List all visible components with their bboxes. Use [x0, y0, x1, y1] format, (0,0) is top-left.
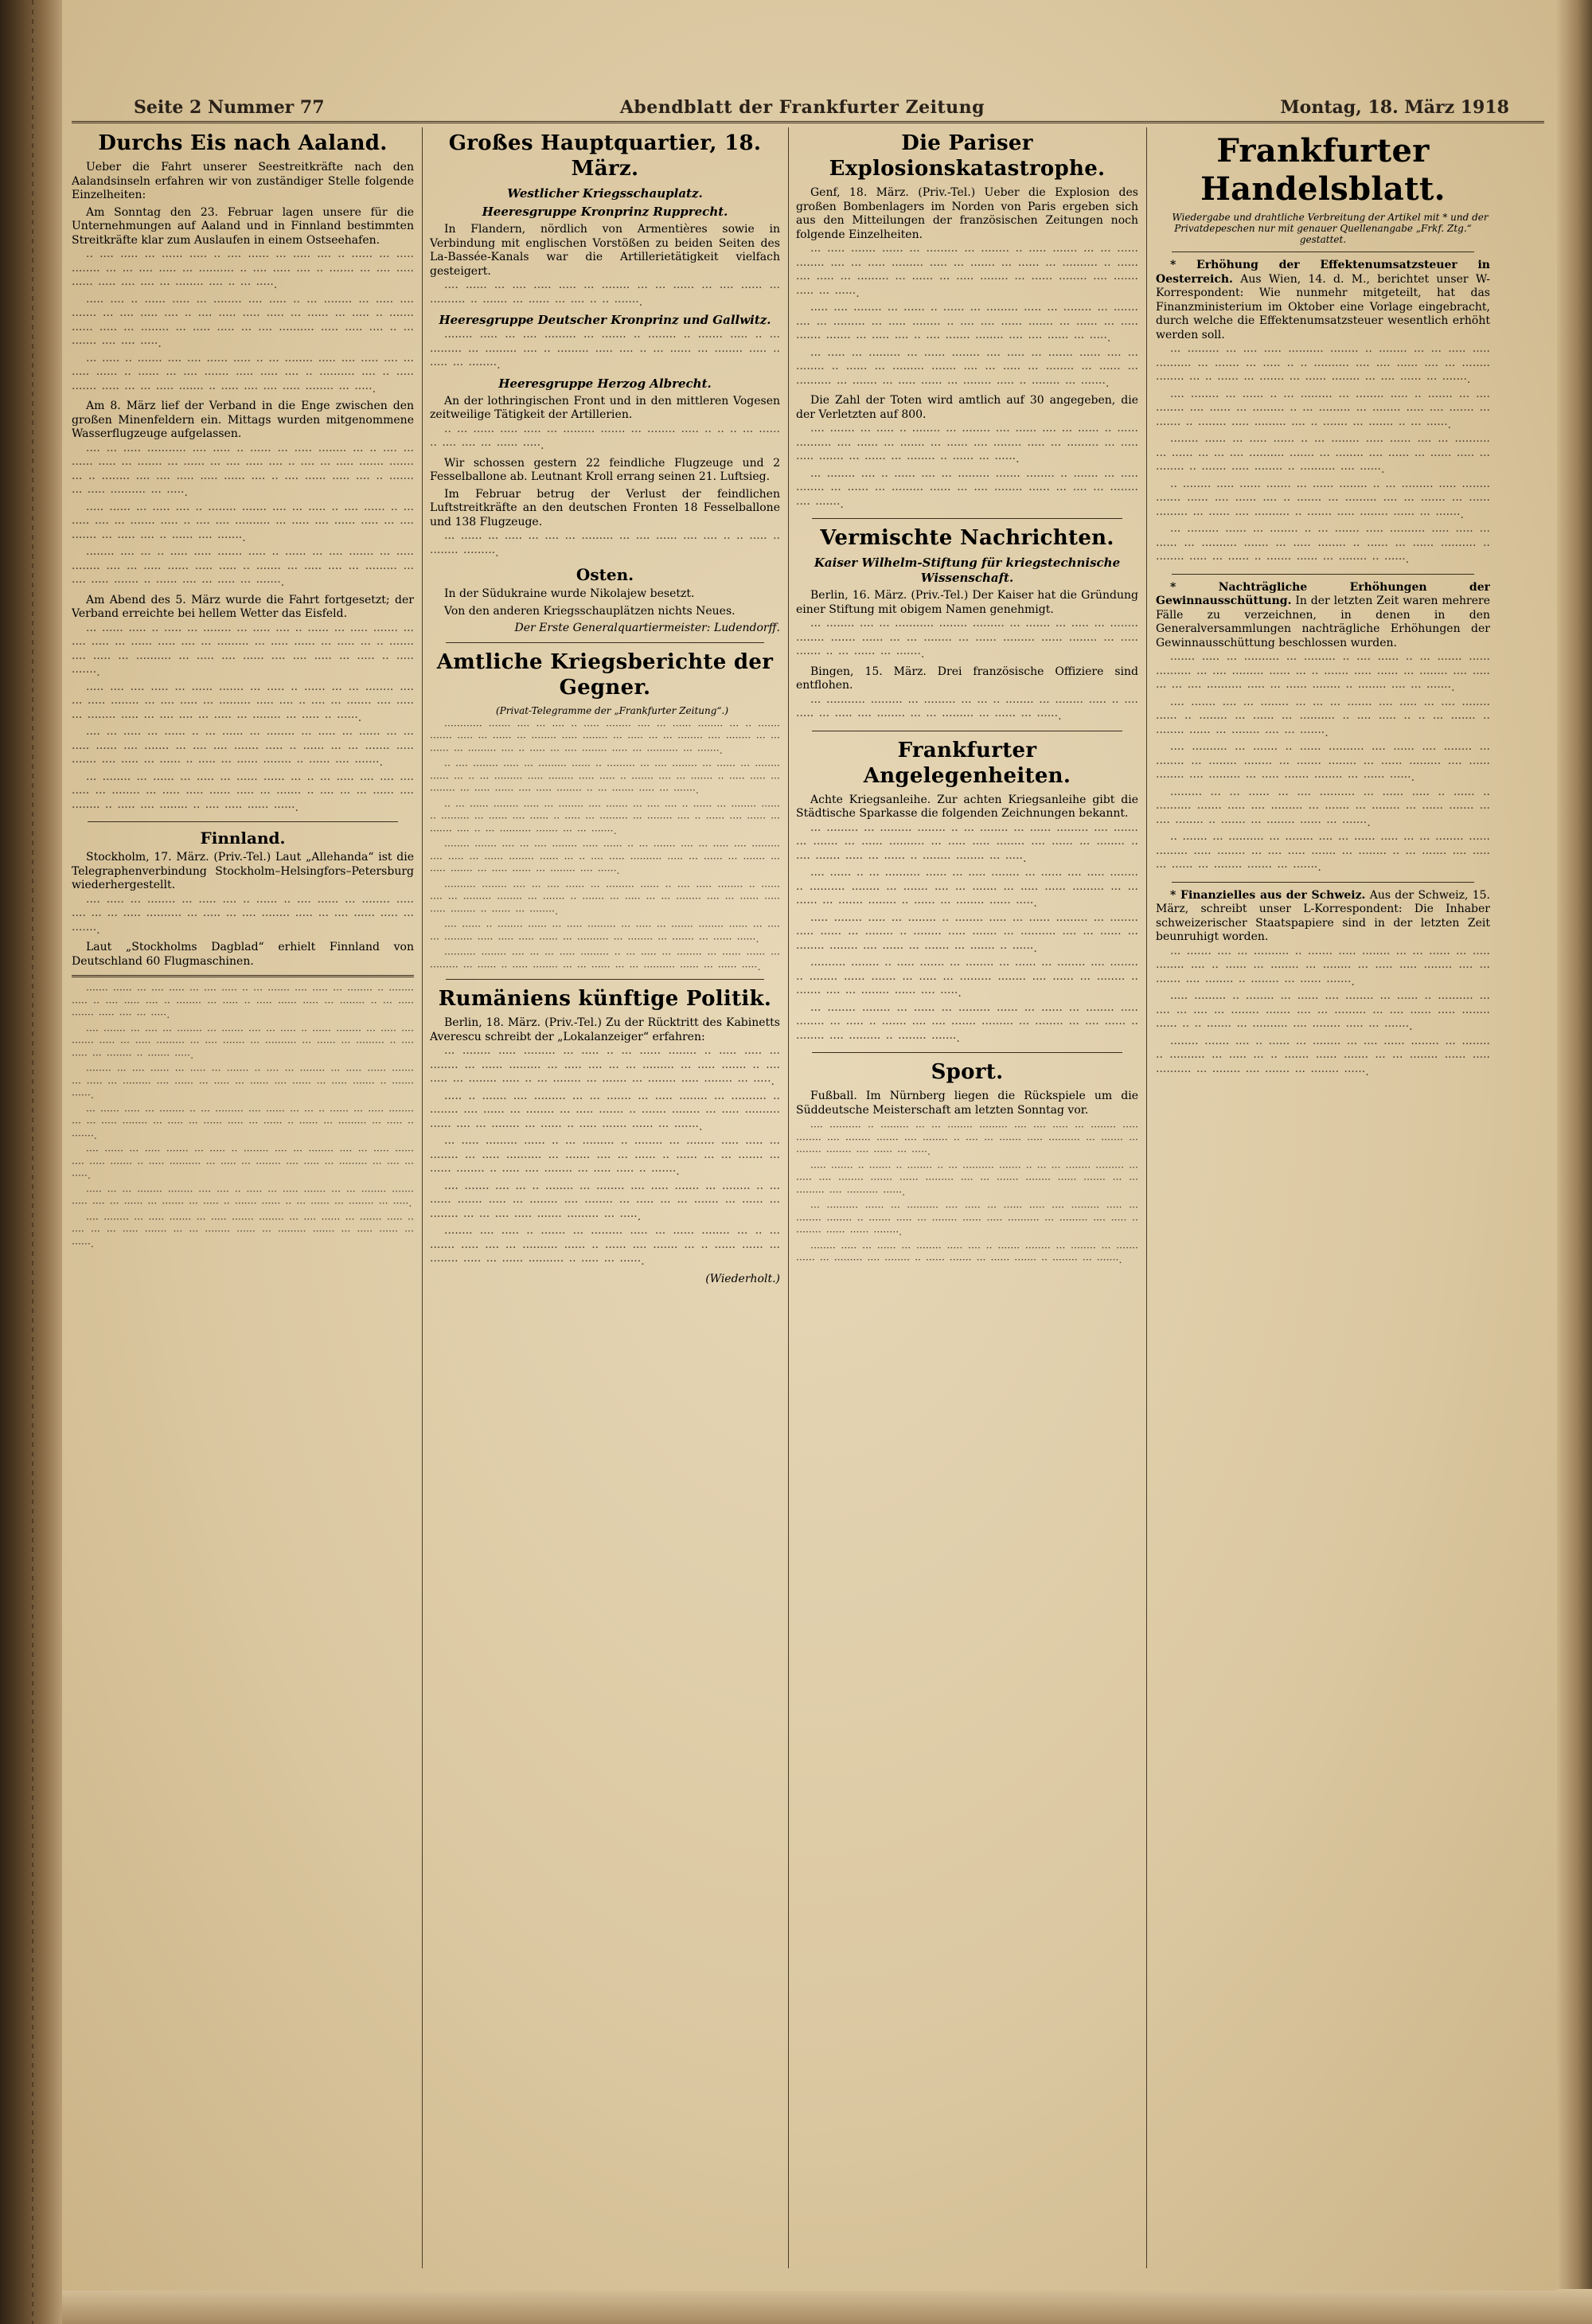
article-separator: [1172, 574, 1474, 575]
column-rule: [422, 127, 423, 2268]
article-headline: Die Pariser Explosionskatastrophe.: [829, 131, 1106, 181]
article-paragraph: In Flandern, nördlich von Armentières sowie in Verbindung mit englischen Vorstößen zu beiden Seiten des La-Bassée-Kanals war die Artillerietätigkeit vielfach gesteigert.: [430, 223, 780, 278]
article-paragraph: Am Abend des 5. März wurde die Fahrt fortgesetzt; der Verband erreichte bei hellem Wetter das Eisfeld.: [72, 593, 414, 620]
article-headline: Finnland.: [200, 829, 286, 848]
article-separator: [88, 821, 398, 822]
article-paragraph: Wir schossen gestern 22 feindliche Flugzeuge und 2 Fesselballone ab. Leutnant Kroll errang seinen 21. Luftsieg.: [430, 456, 780, 483]
body-text-illegible: ··· ······· ···· ··· ·········· ·· ······· ····· ········ ··· ··· ······ ··· ····· ········ ···· ·· ······ ··· ········ ··· ········ ··· ····· ····· ········ ···· ··· ······· ···· ········ ·· ········ ··· ······ ·······. ····· ········· ·· ········ ··· ······ ···· ········ ··· ······ ·· ·········· ··· ···· ··· ···· ··· ········ ······· ···· ··· ········· ··· ···· ······ ····· ········ ······ ·· ·· ······· ··· ·········· ···· ········ ····· ··· ·······. ········ ······· ···· ·· ······ ··· ········ ··· ···· ······ ········ ··· ········ ·· ·········· ··· ····· ··· ·· ······· ······ ······· ··· ··· ········ ······ ····· ·········· ··· ········ ···· ······· ··· ········ ······.: [1156, 947, 1490, 1078]
article-paragraph: An der lothringischen Front und in den mittleren Vogesen zeitweilige Tätigkeit der Artillerien.: [430, 394, 780, 421]
body-text-illegible: ········ ····· ··· ···· ········· ··· ······· ·· ········ ·· ······· ····· ·· ··· ········· ··· ········· ···· ·· ········· ····· ···· ·· ··· ······ ··· ········ ····· ·· ····· ··· ········.: [430, 331, 780, 372]
article-tag: * Nachträgliche Erhöhungen der Gewinnausschüttung.: [1156, 580, 1490, 607]
article-paragraph: Am Sonntag den 23. Februar lagen unsere für die Unternehmungen auf Aaland und in Finnland bestimmten Streitkräfte klar zum Auslaufen in einem Ostseehafen.: [72, 205, 414, 247]
column-2: [430, 127, 780, 2268]
article-headline: Rumäniens künftige Politik.: [438, 987, 772, 1011]
feuilleton-text-illegible: ······· ······ ··· ···· ····· ··· ···· ····· ·· ··· ······· ···· ····· ··· ········ ·· ········ ····· ·· ···· ····· ···· ·· ········ ··· ····· ·· ····· ······ ····· ··· ········ ·· ··· ····· ······· ····· ···· ··· ·····. ···· ······· ··· ···· ··· ········ ··· ······· ···· ··· ····· ·· ······ ········ ··· ····· ···· ······· ····· ··· ····· ········· ··· ···· ······· ··· ·········· ··· ······ ··· ········· ·· ···· ····· ··· ········ ·· ······· ·····. ········ ··· ···· ······ ··· ····· ··· ······· ·· ···· ··· ········ ··· ····· ······ ······· ··· ····· ··· ········· ···· ······ ··· ····· ··· ······ ···· ······ ··· ····· ······· ·· ······· ······. ··· ······ ····· ··· ········ ·· ··· ········· ···· ······ ··· ··· ·· ······ ··· ····· ········ ··· ··· ····· ········ ··· ····· ··· ······ ····· ··· ······ ·· ······ ··· ········· ··· ····· ·· ·······. ···· ······ ··· ····· ······· ··· ····· ·· ········ ···· ··· ········ ···· ··· ····· ······ ···· ····· ······· ·· ····· ·········· ··· ····· ··· ········ ···· ····· ··· ········· ··· ···· ··· ·····. ····· ··· ··· ········ ········ ···· ···· ·· ····· ··· ····· ······· ··· ··· ········ ······· ····· ···· ··· ······ ··· ······· ··· ····· ·· ······· ······ ·· ··· ······ ··· ········ ··· ·····. ···· ········ ··· ····· ······· ··· ····· ······· ········ ··· ···· ······ ··· ······· ····· ·· ···· ··· ··· ····· ······· ··· ··· ········ ······ ··· ········· ······· ··· ····· ······ ··· ······.: [72, 984, 414, 1250]
article-subheading: Heeresgruppe Deutscher Kronprinz und Gallwitz.: [439, 313, 771, 327]
article-paragraph: Fußball. Im Nürnberg liegen die Rückspiele um die Süddeutsche Meisterschaft am letzten Sonntag vor.: [796, 1090, 1138, 1117]
body-text-illegible: ··· ······ ····· ·· ····· ··· ········ ··· ····· ···· ·· ······ ··· ····· ······· ··· ···· ····· ··· ······ ····· ···· ··· ········· ··· ····· ······ ··· ····· ··· ·· ······· ···· ····· ··· ·········· ··· ····· ···· ······ ···· ···· ····· ··· ····· ·· ····· ·······. ····· ···· ···· ····· ··· ······ ······· ··· ····· ·· ······ ··· ··· ········ ···· ··· ····· ········ ··· ···· ····· ··· ········· ····· ···· ·· ···· ··· ······· ···· ····· ··· ········ ····· ··· ···· ···· ··· ····· ··· ········ ··· ····· ·· ······. ···· ··· ····· ··· ······ ·· ··· ······ ··· ········ ··· ····· ··· ······ ··· ··· ····· ······ ···· ······· ··· ···· ···· ······· ····· ·· ······ ··· ··· ······· ····· ······· ···· ····· ··· ······ ·· ····· ··· ······ ········ ·· ······ ···· ·······. ··· ········ ··· ······ ··· ····· ··· ······ ······ ··· ·· ··· ····· ···· ···· ···· ····· ··· ········ ··· ····· ····· ······ ····· ··· ······· ·· ···· ··· ··· ······ ···· ········ ·· ····· ···· ········ ·· ···· ····· ······ ······.: [72, 624, 414, 814]
body-text-illegible: ··· ······ ··· ····· ··· ···· ··· ········· ··· ···· ······ ···· ···· ·· ·· ····· ·· ········ ·········.: [430, 532, 780, 560]
article-lead: Ueber die Fahrt unserer Seestreitkräfte nach den Aalandsinseln erfahren wir von zuständiger Stelle folgende Einzelheiten:: [72, 161, 414, 201]
page-edge-right: [1557, 0, 1592, 2324]
body-text-illegible: ···· ·········· ·· ········· ··· ··· ········ ········· ···· ···· ····· ··· ········ ····· ········ ···· ········ ······· ···· ········ ·· ···· ··· ······· ····· ·········· ··· ······· ··· ········ ········ ···· ······ ··· ·····. ····· ······· ·· ······· ·· ········ ·· ··· ·········· ······· ·· ··· ··· ········ ········· ··· ····· ···· ········ ······· ······ ········· ···· ··· ······· ········ ······ ······· ··· ··· ········· ···· ·········· ······. ··· ·········· ······ ··· ·········· ···· ····· ··· ······ ····· ···· ········· ····· ··· ········ ········ ·· ······· ····· ··· ········ ······ ····· ·········· ··· ········· ···· ····· ·· ········ ······ ······ ········. ········ ····· ··· ······ ··· ········ ····· ···· ·· ······· ········ ··· ········ ··· ······· ······ ··· ········· ···· ········ ·· ······ ······· ··· ······ ······· ·· ········ ··· ·······.: [796, 1121, 1138, 1265]
book-binding: [0, 0, 62, 2324]
article-paragraph: Stockholm, 17. März. (Priv.-Tel.) Laut „Allehanda“ ist die Telegraphenverbindung Stockholm–Helsingfors–Petersburg wiederhergestellt.: [72, 851, 414, 891]
body-text-illegible: ···· ····· ··· ········ ··· ····· ···· ·· ······ ·· ···· ······ ··· ········ ····· ···· ··· ··· ····· ·········· ··· ····· ··· ···· ········ ····· ··· ···· ······ ····· ··· ·······.: [72, 895, 414, 937]
article-paragraph: Die Zahl der Toten wird amtlich auf 30 angegeben, die der Verletzten auf 800.: [796, 394, 1138, 421]
article-headline: Amtliche Kriegsberichte der Gegner.: [436, 649, 774, 700]
article-paragraph: Berlin, 18. März. (Priv.-Tel.) Zu der Rücktritt des Kabinetts Averescu schreibt der „Lokalanzeiger“ erfahren:: [430, 1016, 780, 1043]
body-text-illegible: ·· ··· ······ ····· ····· ··· ········· ······· ··· ········ ····· ·· ·· ·· ··· ······ ·· ···· ···· ··· ······ ·····.: [430, 425, 780, 452]
column-3: [796, 127, 1138, 2268]
article-paragraph: Bingen, 15. März. Drei französische Offiziere sind entflohen.: [796, 665, 1138, 692]
body-text-illegible: ··· ········· ··· ········· ········ ·· ··· ········ ··· ······ ········· ···· ······· ··· ······· ··· ······ ·········· ··· ····· ····· ········ ···· ······ ··· ········ ·· ···· ······· ····· ··· ······ ·· ········ ········ ··· ·····. ···· ······ ·· ··· ·········· ······ ··· ····· ········ ··· ······ ···· ····· ········ ·· ·········· ········ ··· ······· ···· ··· ······· ··· ····· ······ ········· ··· ··· ······ ··· ······· ········ ·· ······ ··· ········ ······ ·····. ····· ········ ····· ··· ········ ·· ········ ····· ··· ······ ········· ··· ········ ····· ······ ··· ········ ·· ········ ····· ······· ··· ·········· ···· ··· ······ ··· ········ ········ ···· ······ ··· ······· ··· ······· ·· ······. ·········· ········ ·· ····· ······· ··· ········ ··· ······ ··· ········ ···· ········ ·· ········ ······ ······· ··· ····· ··· ········· ········ ···· ······ ··· ········ ·· ······· ···· ··· ········ ······ ···· ·····. ··· ········ ········ ··· ······ ··· ········· ······ ··· ······ ··· ········ ····· ········ ··· ····· ·· ······· ···· ···· ······· ········· ··· ········ ··· ···· ······ ·· ········ ···· ········· ·· ········ ·······.: [796, 824, 1138, 1045]
section-headline: Frankfurter Handelsblatt.: [1200, 132, 1446, 208]
article-headline: Vermischte Nachrichten.: [820, 526, 1114, 550]
body-text-illegible: ···· ······ ··· ···· ····· ····· ··· ········ ··· ··· ······ ··· ···· ······ ··· ·········· ·· ······· ··· ······ ··· ···· ·· ·· ·······.: [430, 282, 780, 309]
article-paragraph: Am 8. März lief der Verband in die Enge zwischen den großen Minenfeldern ein. Mittags wurden mitgenommene Wasserflugzeuge aufgelassen.: [72, 400, 414, 440]
article-paragraph: Berlin, 16. März. (Priv.-Tel.) Der Kaiser hat die Gründung einer Stiftung mit obigem Namen genehmigt.: [796, 589, 1138, 616]
body-text-illegible: ··· ··········· ········· ··· ········· ··· ··· ·· ········ ··· ········ ····· ·· ···· ····· ··· ····· ···· ········ ··· ··· ········· ··· ······ ··· ······.: [796, 696, 1138, 723]
column-rule: [1146, 127, 1147, 2268]
column-4: [1156, 127, 1490, 2268]
article-paragraph: Von den anderen Kriegsschauplätzen nichts Neues.: [444, 604, 736, 618]
article-separator: [812, 1052, 1122, 1053]
article-subheading: Osten.: [576, 565, 634, 584]
article-tag: * Erhöhung der Effektenumsatzsteuer in Oesterreich.: [1156, 259, 1490, 286]
article-paragraph: Genf, 18. März. (Priv.-Tel.) Ueber die Explosion des großen Bombenlagers im Norden von Paris ergeben sich aus den Mitteilungen der französischen Zeitungen noch folgende Einzelheiten.: [796, 186, 1138, 241]
body-text-illegible: ·· ···· ····· ··· ······ ····· ·· ···· ······ ··· ····· ···· ·· ······ ··· ····· ········ ··· ··· ···· ····· ··· ·········· ·· ···· ····· ···· ·· ······· ··· ···· ····· ······ ····· ···· ···· ··· ········ ···· ·· ··· ·····. ····· ···· ·· ······ ····· ··· ········ ···· ····· ·· ··· ········ ··· ····· ···· ······· ··· ···· ····· ···· ·· ···· ····· ····· ····· ··· ······ ··· ····· ·· ······· ······ ····· ··· ········ ··· ····· ····· ··· ···· ·········· ····· ····· ···· ·· ··· ······· ···· ···· ·····. ··· ····· ·· ······· ···· ···· ······ ····· ·· ··· ········ ····· ···· ····· ···· ··· ····· ······ ·· ······ ··· ···· ······· ····· ····· ···· ·· ·········· ···· ·· ····· ······· ····· ··· ··· ····· ······· ·· ····· ···· ···· ····· ········ ··· ·····.: [72, 251, 414, 396]
page-edge-bottom: [62, 2289, 1592, 2324]
issue-date: Montag, 18. März 1918: [1280, 97, 1509, 118]
article-separator: [446, 979, 764, 980]
article-signature: Der Erste Generalquartiermeister: Ludendorff.: [514, 622, 780, 634]
body-text-illegible: ······· ····· ··· ·········· ··· ········· ·· ···· ······ ·· ··· ······· ······ ·········· ··· ···· ········· ······ ··· ·· ······· ····· ······ ··· ········ ···· ····· ··· ··· ···· ·········· ····· ··· ······ ········ ·· ········ ···· ··· ·······. ···· ······· ···· ··· ········ ··· ··· ··· ······· ···· ····· ··· ···· ········ ······ ·· ········ ··· ······ ··· ·········· ·· ···· ····· ·· ·· ··· ······· ·· ········ ······ ··· ········ ···· ··· ·······. ···· ·········· ··· ······· ·· ······ ·········· ···· ······ ···· ········ ··· ········ ··· ········ ········ ··· ······· ········ ··· ······ ········· ···· ······ ········ ···· ········· ··· ····· ······· ········ ··· ······ ······. ········· ··· ··· ······ ··· ···· ·········· ··· ······ ····· ·· ······ ·· ·········· ······· ····· ···· ········· ··· ······· ··· ········ ··· ······ ······· ··· ···· ········ ·· ······· ··· ········ ······ ··· ·······. ·· ······· ··· ·········· ··· ········ ···· ··· ······ ····· ··· ··· ········ ······ ········· ····· ········ ··· ···· ····· ······· ··· ········ ·· ··· ······· ···· ····· ··· ······ ··· ········ ······· ··· ·······.: [1156, 653, 1490, 874]
page-number: Seite 2 Nummer 77: [134, 97, 325, 118]
article-paragraph: Im Februar betrug der Verlust der feindlichen Luftstreitkräfte an den deutschen Fronten 18 Fesselballone und 138 Flugzeuge.: [430, 487, 780, 528]
article-subheading: Heeresgruppe Herzog Albrecht.: [498, 376, 712, 391]
article-headline: Durchs Eis nach Aaland.: [98, 131, 388, 155]
masthead: [134, 86, 1509, 118]
article-paragraph: Achte Kriegsanleihe. Zur achten Kriegsanleihe gibt die Städtische Sparkasse die folgenden Zeichnungen bekannt.: [796, 793, 1138, 820]
article-subheading: Heeresgruppe Kronprinz Rupprecht.: [482, 205, 728, 219]
article-paragraph: Laut „Stockholms Dagblad“ erhielt Finnland von Deutschland 60 Flugmaschinen.: [72, 941, 414, 968]
body-text-illegible: ···· ······· ··· ····· ·· ········ ··· ········ ···· ······ ···· ··· ······ ·· ······ ·········· ···· ······ ··· ······· ··· ······ ···· ········ ····· ··· ········· ··· ····· ····· ······· ··· ······ ··· ········ ·· ······ ··· ······. ··· ········ ···· ·· ······ ···· ··· ········· ······· ········ ·· ······· ··· ····· ········ ··· ······ ··· ········· ······ ··· ···· ········ ······ ··· ···· ··· ········ ···· ·······.: [796, 425, 1138, 511]
article-dateline: (Privat-Telegramme der „Frankfurter Zeitung“.): [495, 704, 729, 716]
body-text-illegible: ···· ··· ····· ··········· ···· ····· ·· ······ ··· ····· ········ ··· ·· ···· ··· ······ ····· ··· ······· ··· ······ ··· ···· ····· ···· ·· ···· ··· ····· ······· ······· ··· ·· ········ ···· ···· ····· ····· ······ ···· ·· ···· ······ ····· ···· ·· ······· ··· ····· ·········· ··· ·····. ····· ······ ··· ····· ···· ·· ········ ······· ···· ··· ····· ·· ···· ······ ·· ··· ····· ···· ··· ······· ····· ·· ···· ···· ·········· ··· ····· ···· ······ ····· ··· ···· ······· ··· ····· ···· ·· ······ ···· ·······. ········ ···· ··· ·· ····· ····· ······· ····· ·· ······ ··· ···· ······· ··· ····· ········ ···· ··· ····· ······ ····· ····· ·· ······· ··· ····· ···· ··· ········· ··· ···· ····· ······· ·· ······ ···· ··· ····· ··· ·······.: [72, 444, 414, 589]
article-paragraph: Aus Wien, 14. d. M., berichtet unser W-Korrespondent: Wie nunmehr mitgeteilt, hat das Finanzministerium im Oktober eine Vorlage eingebracht, durch welche die Effektenumsatzsteuer wesentlich erhöht werden soll.: [1156, 272, 1490, 341]
article-paragraph: Aus der Schweiz, 15. März, schreibt unser L-Korrespondent: Die Inhaber schweizerischer Staatspapiere sind in der letzten Zeit beunruhigt worden.: [1156, 888, 1490, 943]
body-text-illegible: ··· ········· ··· ···· ····· ·········· ········ ·· ········ ··· ··· ····· ····· ·········· ··· ······· ··· ····· ·· ·· ·········· ···· ···· ······ ···· ··· ········ ········ ··· ·· ······ ··· ······· ··· ······ ········ ··· ···· ······ ··· ·······. ···· ········ ··· ······ ·· ··· ········· ··· ········ ····· ·· ······· ··· ···· ········ ···· ······ ··· ········· ·· ··· ········· ··· ········ ····· ···· ······· ··· ······· ·· ········ ····· ········· ···· ·· ······· ··· ······· ·· ··· ······. ········ ······ ··· ····· ······ ·· ··· ········ ····· ······ ···· ··· ·········· ··· ······ ··· ··· ···· ·········· ······· ··· ········ ···· ······ ··· ······ ····· ··· ········ ·· ······· ····· ········ ·· ·········· ···· ······. ·· ········ ····· ······ ······· ··· ······ ········ ·· ··· ········· ····· ········ ······· ······ ···· ······ ···· ·· ······· ··· ········· ···· ··· ······· ··· ······ ········· ··· ······ ···· ·········· ·· ······· ····· ········ ······ ··· ·······. ··· ········· ······ ··· ········ ·· ··· ······· ····· ·········· ····· ····· ··· ······ ··· ·········· ······· ··· ····· ········ ·· ······ ··· ······ ·········· ·· ········ ····· ··· ······ ·· ······· ······ ··· ········ ·· ······.: [1156, 345, 1490, 566]
article-signature: (Wiederholt.): [705, 1272, 780, 1285]
article-headline: Großes Hauptquartier, 18. März.: [448, 131, 762, 181]
article-headline: Sport.: [931, 1060, 1004, 1084]
masthead-rule: [72, 121, 1544, 123]
article-separator: [1172, 882, 1474, 883]
body-text-illegible: ··· ····· ······· ······ ··· ········· ··· ········ ·· ····· ······· ··· ··· ······ ········ ···· ··· ····· ········· ····· ··· ······· ··· ······ ··· ·········· ·· ······ ···· ····· ··· ········· ··· ······ ··· ····· ········ ··· ······ ········ ···· ······· ····· ··· ······. ····· ···· ········ ··· ······ ·· ······ ··· ········· ····· ··· ········ ··· ······· ···· ··· ········· ··· ····· ········ ·· ···· ···· ······ ······· ··· ······ ··· ····· ······· ······· ··· ····· ···· ·· ···· ······· ········ ···· ···· ······ ··· ·····. ··· ····· ··· ········· ··· ······ ········ ···· ····· ··· ······· ······ ···· ··· ········ ·· ······ ··· ········· ······· ···· ··· ····· ··· ········ ··· ······ ··· ·········· ··· ······· ··· ····· ······ ··· ········ ····· ·· ········ ··· ·······.: [796, 245, 1138, 390]
column-rule: [788, 127, 789, 2268]
column-1: [72, 127, 414, 2268]
newspaper-title: Abendblatt der Frankfurter Zeitung: [619, 97, 985, 118]
article-paragraph: In der Südukraine wurde Nikolajew besetzt.: [444, 587, 695, 600]
article-paragraph: In der letzten Zeit waren mehrere Fälle zu verzeichnen, in denen in den Generalversammlungen nachträgliche Erhöhungen der Gewinnausschüttung beschlossen wurden.: [1156, 595, 1490, 649]
article-separator: [446, 642, 764, 643]
body-text-illegible: ··· ········ ····· ········· ··· ····· ·· ··· ······ ········ ·· ····· ····· ··· ········ ··· ······ ········· ··· ····· ···· ··· ··· ········· ··· ····· ······· ·· ···· ····· ··· ········ ····· ·· ··· ········ ··· ······· ··· ········ ····· ········ ··· ·····. ····· ·· ······· ···· ········· ··· ··· ······· ··· ····· ········ ··· ·········· ·· ········ ···· ······ ··· ········ ··· ····· ······· ·· ······· ········ ··· ····· ·········· ······ ···· ··· ········ ··· ······ ·· ····· ······· ······ ··· ·······. ··· ····· ········· ······ ·· ··· ········· ·· ········ ··· ········ ····· ····· ··· ········ ··· ····· ·········· ··· ······· ···· ··· ······ ·· ······ ··· ··· ······· ··· ······ ········ ·· ····· ···· ········ ··· ····· ····· ·· ·······. ···· ······· ···· ··· ·· ········ ··· ········ ···· ····· ······· ··· ········ ·· ··· ······ ······· ····· ··· ········ ···· ········ ··· ····· ··· ··· ······· ··· ······ ··· ········ ··· ··· ···· ····· ······· ········· ··· ·····. ········ ···· ····· ·· ······· ··· ········· ····· ··· ······ ········ ··· ·· ··· ······· ····· ···· ··· ·········· ······ ·· ······ ···· ······· ··· ·· ······ ······ ··· ········ ····· ··· ······ ·········· ·· ····· ··· ······.: [430, 1047, 780, 1268]
article-tag: * Finanzielles aus der Schweiz.: [1170, 888, 1366, 902]
article-headline: Frankfurter Angelegenheiten.: [863, 738, 1071, 788]
article-separator: [812, 518, 1122, 519]
article-subheading: Kaiser Wilhelm-Stiftung für kriegstechnische Wissenschaft.: [814, 556, 1121, 585]
body-text-illegible: ··· ········ ···· ··· ··········· ········ ········· ··· ······· ··· ····· ··· ········ ········ ······· ······ ··· ··· ········ ··· ······ ········· ······ ········ ··· ····· ······· ·· ··· ······ ··· ·······.: [796, 620, 1138, 661]
body-text-illegible: ············ ······· ···· ··· ···· ·· ····· ········ ···· ··· ······ ········ ··· ·· ······· ······· ····· ··· ······ ··· ········ ····· ········ ··· ····· ··· ··· ········ ···· ········ ··· ··· ······ ··· ········· ···· ·· ····· ··· ···· ········ ····· ··· ·········· ··· ·······. ·· ···· ········ ····· ··· ········· ······ ·· ········· ··· ···· ········ ··· ······ ··· ········ ······ ··· ·· ··· ········· ····· ········ ····· ····· ·· ······· ···· ··· ······· ·· ····· ····· ··· ········ ··· ····· ······ ···· ····· ········ ·· ··· ······· ····· ··· ·······. ·· ··· ······ ········ ····· ··· ········ ···· ······· ··· ···· ···· ·· ······ ··· ········ ······ ·· ········· ··· ······ ···· ······ ·· ····· ··· ········· ··· ········ ···· ·· ······ ···· ······ ··· ······· ···· ·· ··· ·········· ······· ··· ··· ·······. ········ ······· ···· ··· ···· ········ ····· ······ ·· ··· ······· ···· ··· ····· ···· ········· ···· ····· ··· ······ ········ ······ ··· ·· ···· ····· ·········· ····· ··· ······ ··· ······· ··· ····· ······· ··· ····· ······ ··· ········ ···· ······. ·········· ········ ···· ··· ···· ······ ··· ········· ······ ·· ···· ····· ········ ·· ······ ···· ··· ········· ········ ··· ······· ·· ······· ··· ····· ··· ··· ········ ···· ··· ······ ····· ····· ········ ·· ······ ··· ········. ···· ······ ·· ········ ······ ··· ····· ········· ··· ····· ··· ······· ········ ······ ··· ···· ··· ········· ····· ····· ····· ······ ··· ·········· ··· ········ ··· ······· ··· ······ ······. ·········· ········ ···· ··· ··· ····· ········· ·· ··· ····· ··· ········ ··· ······ ······ ··· ········· ··· ······ ·· ····· ········ ··· ··· ······ ··· ··· ·········· ······ ··· ······ ·····.: [430, 719, 780, 973]
section-notice: Wiedergabe und drahtliche Verbreitung der Artikel mit * und der Privatdepeschen nur mit genauer Quellenangabe „Frkf. Ztg.“ gestattet.: [1172, 212, 1489, 245]
article-subheading: Westlicher Kriegsschauplatz.: [507, 186, 703, 201]
feuilleton-separator: [72, 975, 414, 977]
